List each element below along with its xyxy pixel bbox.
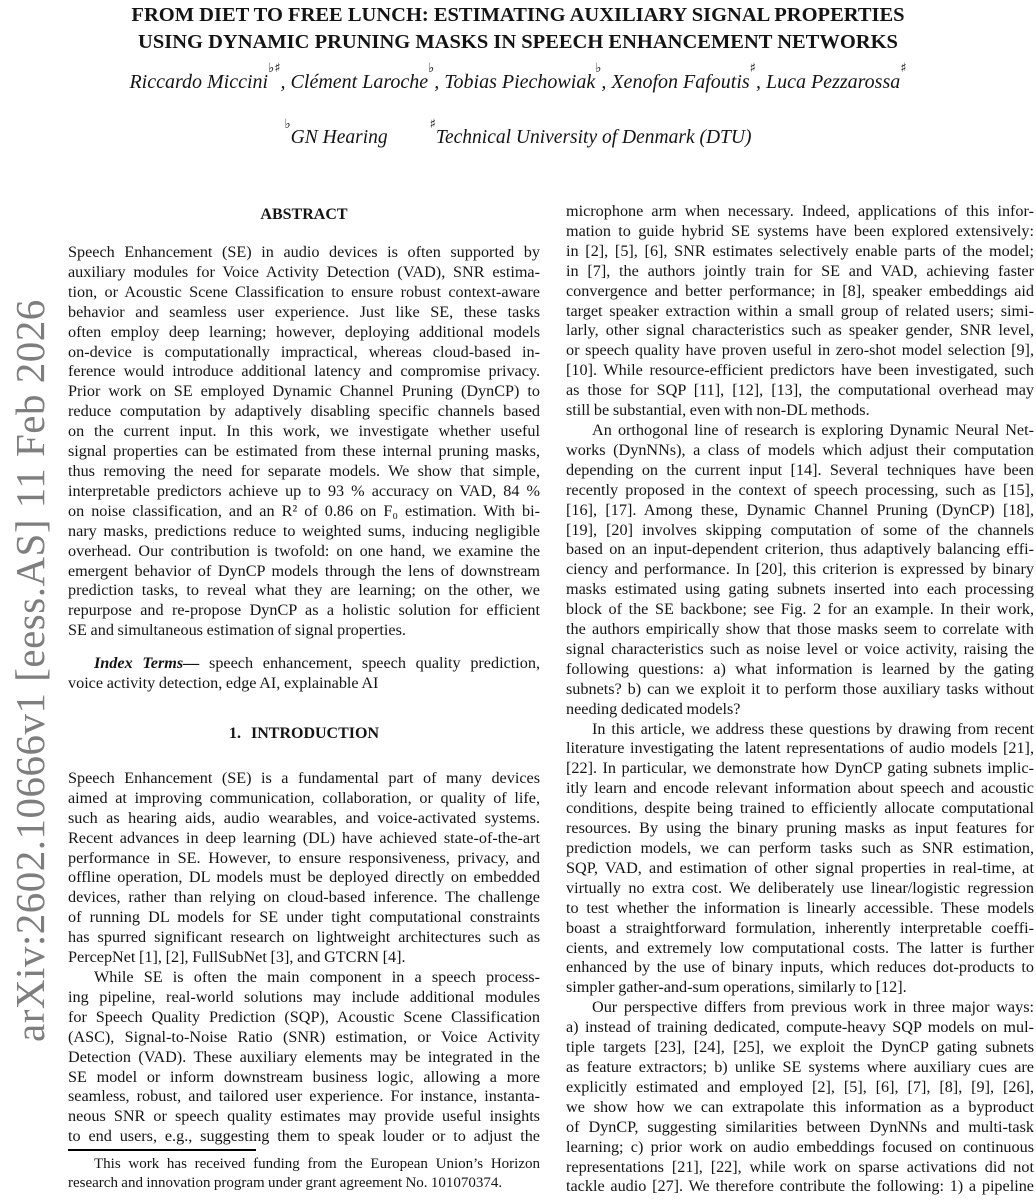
text-line: Index Terms— speech enhancement, speech quality prediction, (94, 654, 540, 673)
text-line: of DynCP, suggesting similarities between DynNNs and multi-task (566, 1117, 1034, 1136)
right-column (566, 202, 1034, 1197)
text-line: repurpose and re-propose DynCP as a holistic solution for efficient (68, 601, 540, 620)
funding-footnote (68, 1149, 540, 1194)
text-line: still be substantial, even with non-DL methods. (566, 401, 870, 420)
abstract-heading: ABSTRACT (260, 206, 348, 223)
text-line: behavior and seamless user experience. Just like SE, these tasks (68, 302, 540, 321)
text-line: reduce computation by adaptively disabling specific channels based (68, 402, 540, 421)
text-line: as feature extractors; b) unlike SE systems where auxiliary cues are (566, 1057, 1034, 1076)
text-line: nary masks, predictions reduce to weighted sums, inducing negligible (68, 521, 540, 540)
section-label: INTRODUCTION (250, 724, 379, 742)
text-line: on-device is computationally impractical, whereas cloud-based in- (68, 342, 540, 361)
text-line: enhanced by the use of binary inputs, which reduces dot-products to (566, 958, 1034, 977)
paper-title-line2: USING DYNAMIC PRUNING MASKS IN SPEECH ENHANCEMENT NETWORKS (138, 30, 898, 53)
text-line: interpretable predictors achieve up to 93 % accuracy on VAD, 84 % (68, 481, 540, 500)
text-line: following questions: a) what information is learned by the gating (566, 659, 1034, 678)
text-line: prediction models, we can perform tasks such as SNR estimation, (566, 839, 1034, 857)
affiliations-line (0, 116, 1036, 151)
text-line: neous SNR or speech quality estimates may provide useful insights (68, 1107, 540, 1126)
left-column (68, 202, 540, 1194)
text-line: convergence and better performance; in [8], speaker embeddings aid (566, 281, 1034, 300)
text-line: the authors empirically show that those masks seem to correlate with (566, 620, 1034, 639)
text-line: Prior work on SE employed Dynamic Channel Pruning (DynCP) to (68, 382, 540, 401)
text-line: SE model or inform downstream business logic, allowing a more (68, 1067, 540, 1086)
text-line: tackle audio [27]. We therefore contribute the following: 1) a pipeline (566, 1177, 1034, 1196)
text-line: needing dedicated models? (566, 699, 741, 718)
author-name: Clément Laroche (290, 71, 429, 93)
arxiv-watermark: arXiv:2602.10666v1 [eess.AS] 11 Feb 2026 (7, 299, 53, 1042)
text-line: recently proposed in the context of speech processing, such as [15], (566, 480, 1034, 499)
right-paragraph-4 (566, 998, 1034, 1197)
author-affiliation-marker: ♯ (749, 61, 756, 77)
text-line: performance in SE. However, to ensure responsiveness, privacy, and (68, 848, 540, 867)
footnote-rule (68, 1149, 256, 1151)
footnote-text (68, 1155, 540, 1194)
text-line: signal characteristics such as noise level or voice activity, raising the (566, 639, 1034, 658)
text-line: ference would introduce additional latency and compromise privacy. (68, 362, 540, 381)
right-paragraph-1 (566, 202, 1034, 421)
text-line: on the current input. In this work, we investigate whether useful (68, 422, 540, 441)
text-line: in [7], the authors jointly train for SE and VAD, achieving faster (566, 261, 1034, 280)
paper-title-line1: FROM DIET TO FREE LUNCH: ESTIMATING AUXILIARY SIGNAL PROPERTIES (131, 4, 905, 26)
text-line: Detection (VAD). These auxiliary elements may be integrated in the (68, 1047, 540, 1066)
author-affiliation-marker: ♭ (428, 61, 435, 77)
text-line: ing pipeline, real-world solutions may include additional modules (68, 987, 540, 1006)
text-line: a) instead of training dedicated, compute-heavy SQP models on mul- (566, 1018, 1034, 1037)
text-line: for Speech Quality Prediction (SQP), Acoustic Scene Classification (68, 1007, 540, 1026)
index-terms-label: Index Terms— (94, 654, 200, 673)
text-line: This work has received funding from the European Union’s Horizon (94, 1156, 540, 1173)
text-line: we show how we can extrapolate this information as a byproduct (566, 1097, 1034, 1116)
text-line: target speaker extraction within a small group of related users; simi- (566, 301, 1034, 320)
text-line: In this article, we address these questions by drawing from recent (592, 719, 1034, 738)
text-line: such as hearing aids, audio wearables, and voice-activated systems. (68, 808, 540, 827)
text-line: emergent behavior of DynCP models through the lens of downstream (68, 561, 540, 580)
text-line: seamless, robust, and tailored user experience. For instance, instanta- (68, 1087, 540, 1106)
text-line: resources. By using the binary pruning masks as input features for (566, 819, 1034, 838)
author-name: Xenofon Fafoutis (611, 71, 750, 93)
text-line: (ASC), Signal-to-Noise Ratio (SNR) estimation, or Voice Activity (68, 1027, 540, 1046)
text-line: SQP, VAD, and estimation of other signal properties in real-time, at (566, 858, 1034, 877)
text-line: block of the SE backbone; see Fig. 2 for an example. In their work, (566, 600, 1034, 619)
introduction-paragraph-2 (68, 968, 540, 1147)
text-line: or speech quality have proven useful in zero-shot model selection [9], (566, 341, 1034, 360)
text-line: aimed at improving communication, collaboration, or quality of life, (68, 788, 540, 807)
text-line: tion, or Acoustic Scene Classification to ensure robust context-aware (68, 282, 540, 301)
section-heading-introduction (68, 724, 540, 744)
text-line: thus removing the need for separate models. We show that simple, (68, 461, 540, 480)
introduction-paragraph-1 (68, 769, 540, 968)
text-line: to end users, e.g., suggesting them to speak louder or to adjust the (68, 1127, 540, 1146)
affiliation-item: ♯Technical University of Denmark (DTU) (429, 116, 752, 148)
text-line: has spurred significant research on lightweight architectures such as (68, 928, 540, 947)
right-paragraph-3 (566, 720, 1034, 999)
text-line: Recent advances in deep learning (DL) have achieved state-of-the-art (68, 828, 540, 847)
text-line: [22]. In particular, we demonstrate how DynCP gating subnets implic- (566, 759, 1034, 778)
text-line: masks estimated using gating subnets inserted into each processing (566, 580, 1034, 599)
text-line: learning; c) prior work on audio embeddings focused on continuous (566, 1137, 1034, 1156)
text-line: based on an input-dependent criterion, thus adaptively balancing effi- (566, 540, 1034, 559)
text-line: subnets? b) can we exploit it to perform those auxiliary tasks without (566, 679, 1034, 698)
author-name: Tobias Piechowiak (444, 71, 596, 93)
text-line: tiple targets [23], [24], [25], we exploit the DynCP gating subnets (566, 1038, 1034, 1057)
author-affiliation-marker: ♯ (900, 61, 907, 77)
text-line: An orthogonal line of research is exploring Dynamic Neural Net- (592, 420, 1034, 439)
text-line: in [2], [5], [6], SNR estimates selectively enable parts of the model; (566, 241, 1034, 260)
section-number: 1. (228, 724, 241, 742)
text-line: offline operation, DL models must be deployed directly on embedded (68, 868, 540, 887)
text-line: prediction tasks, to reveal what they are learning; on the other, we (68, 581, 540, 600)
authors-line: Riccardo Miccini♭♯, Clément Laroche♭, Tobias Piechowiak♭, Xenofon Fafoutis♯, Luca Pezzarossa♯ (129, 61, 907, 93)
abstract-paragraph (68, 243, 540, 641)
text-line: explicitly estimated and employed [2], [5], [6], [7], [8], [9], [26], (566, 1077, 1034, 1096)
text-line: conditions, despite being trained to efficiently allocate computational (566, 799, 1034, 818)
text-line: simpler gather-and-sum operations, similarly to [12]. (566, 978, 907, 997)
paper-title (0, 2, 1036, 55)
text-line: to test whether the information is linearly accessible. These models (566, 898, 1034, 917)
right-paragraph-2 (566, 421, 1034, 720)
author-name: Luca Pezzarossa (765, 71, 901, 93)
affiliation-marker: ♭ (284, 116, 291, 132)
text-line: research and innovation program under grant agreement No. 101070374. (68, 1175, 503, 1192)
text-line: voice activity detection, edge AI, explainable AI (68, 674, 379, 693)
text-line: [16], [17]. Among these, Dynamic Channel Pruning (DynCP) [18], (566, 500, 1034, 519)
text-line: signal properties can be estimated from these internal pruning masks, (68, 442, 540, 461)
text-line: overhead. Our contribution is twofold: on one hand, we examine the (68, 541, 540, 560)
text-line: Speech Enhancement (SE) is a fundamental part of many devices (68, 768, 540, 787)
text-line: While SE is often the main component in a speech process- (94, 968, 540, 986)
text-line: as those for SQP [11], [12], [13], the computational overhead may (566, 381, 1034, 400)
text-line: [19], [20] involves skipping computation of some of the channels (566, 520, 1034, 539)
text-line: works (DynNNs), a class of models which adjust their computation (566, 440, 1034, 459)
text-line: auxiliary modules for Voice Activity Detection (VAD), SNR estima- (68, 262, 540, 281)
text-line: itly learn and encode relevant information about speech and acoustic (566, 779, 1034, 798)
text-line: larly, other signal characteristics such as speaker gender, SNR level, (566, 321, 1034, 340)
author-affiliation-marker: ♭♯ (268, 61, 281, 77)
text-line: virtually no extra cost. We deliberately use linear/logistic regression (566, 878, 1034, 897)
text-line: Speech Enhancement (SE) in audio devices is often supported by (68, 243, 540, 261)
text-line: cients, and extremely low computational costs. The latter is further (566, 938, 1034, 957)
text-line: boast a straightforward formulation, inherently interpretable coeffi- (566, 918, 1034, 937)
text-line: Our perspective differs from previous work in three major ways: (592, 998, 1034, 1017)
text-line: literature investigating the latent representations of audio models [21], (566, 739, 1034, 758)
text-line: devices, rather than relying on cloud-based inference. The challenge (68, 888, 540, 907)
text-line: often employ deep learning; however, deploying additional models (68, 322, 540, 341)
author-name: Riccardo Miccini (129, 71, 269, 93)
index-terms-paragraph (68, 654, 540, 694)
affiliation-item: ♭GN Hearing (284, 116, 388, 148)
text-line: microphone arm when necessary. Indeed, applications of this infor- (566, 202, 1034, 220)
affiliation-marker: ♯ (429, 116, 436, 132)
text-line: representations [21], [22], while work on sparse activations did not (566, 1157, 1034, 1176)
text-line: depending on the current input [14]. Several techniques have been (566, 460, 1034, 479)
text-line: PercepNet [1], [2], FullSubNet [3], and GTCRN [4]. (68, 948, 406, 967)
text-line: on noise classification, and an R² of 0.86 on F₀ estimation. With bi- (68, 501, 540, 520)
text-line: [10]. While resource-efficient predictors have been investigated, such (566, 361, 1034, 380)
text-line: mation to guide hybrid SE systems have been explored extensively: (566, 221, 1034, 240)
text-line: ciency and performance. In [20], this criterion is expressed by binary (566, 560, 1034, 579)
author-affiliation-marker: ♭ (595, 61, 602, 77)
text-line: SE and simultaneous estimation of signal properties. (68, 621, 406, 640)
text-line: of running DL models for SE under tight computational constraints (68, 908, 540, 927)
